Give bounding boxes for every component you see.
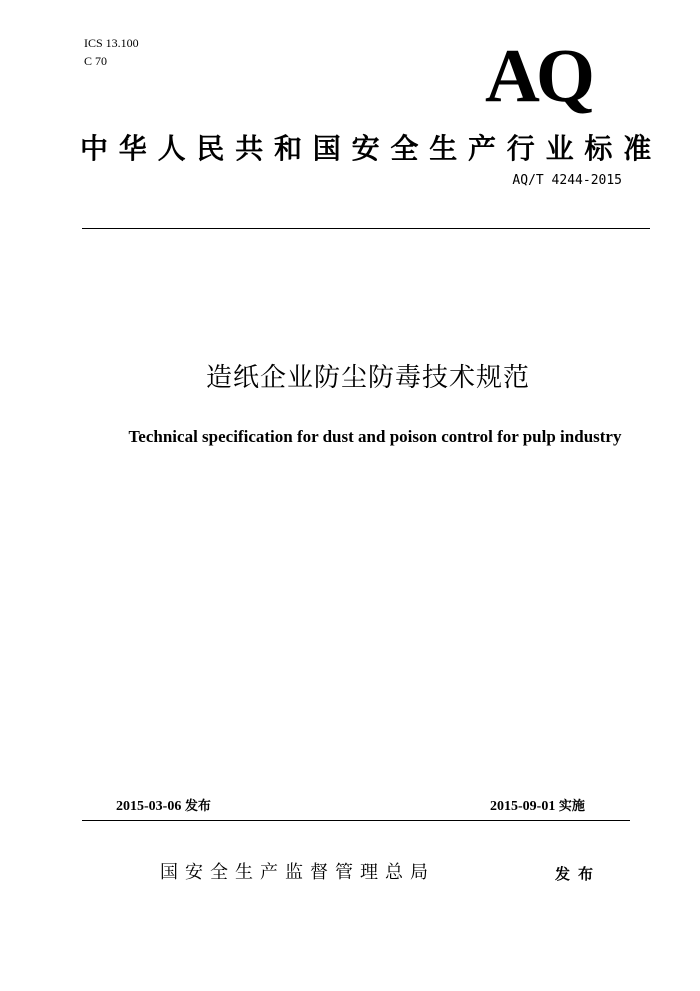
implement-date: 2015-09-01 — [490, 799, 556, 814]
standard-title: 中华人民共和国安全生产行业标准 — [80, 132, 663, 165]
standard-code: AQ/T 4244-2015 — [512, 173, 622, 188]
aq-logo: AQ — [485, 34, 591, 118]
publish-date: 2015-03-06 — [116, 799, 182, 814]
ccs-code: C 70 — [84, 54, 108, 68]
implement-label: 实施 — [558, 799, 585, 814]
publish-date-line — [116, 797, 211, 817]
bottom-divider — [82, 820, 630, 821]
publish-label: 发布 — [184, 799, 211, 814]
classification-block — [84, 34, 139, 70]
top-divider — [82, 228, 650, 229]
ics-code: ICS 13.100 — [84, 36, 139, 50]
implement-date-line — [490, 797, 585, 817]
document-title-cn: 造纸企业防尘防毒技术规范 — [205, 363, 530, 393]
document-title-en: Technical specification for dust and poison control for pulp industry — [128, 427, 622, 446]
issuer-name: 国安全生产监督管理总局 — [160, 862, 435, 883]
issuer-action: 发布 — [555, 865, 602, 883]
